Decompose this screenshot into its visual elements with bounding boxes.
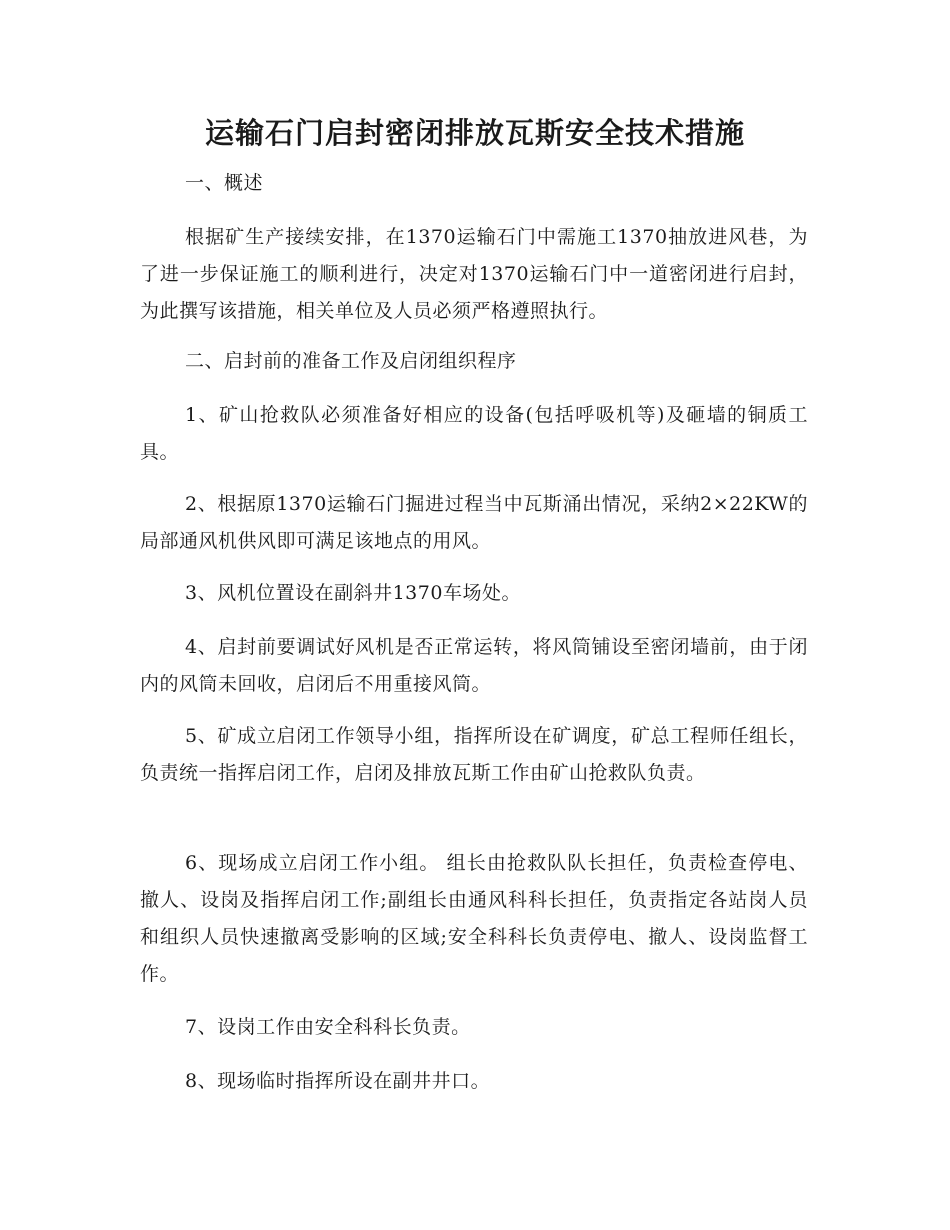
list-item-7: 7、设岗工作由安全科科长负责。 xyxy=(185,1016,471,1038)
list-item-6: 6、现场成立启闭工作小组。 组长由抢救队队长担任，负责检查停电、撤人、设岗及指挥启闭工作;副组长由通风科科长担任，负责指定各站岗人员和组织人员快速撤离受影响的区域;安全科科长负责停电、撤人、设岗监督工作。 xyxy=(140,852,808,985)
list-item-1: 1、矿山抢救队必须准备好相应的设备(包括呼吸机等)及砸墙的铜质工具。 xyxy=(140,404,808,463)
list-item-8: 8、现场临时指挥所设在副井井口。 xyxy=(185,1070,491,1092)
section-heading-overview: 一、概述 xyxy=(185,172,264,194)
list-item-3: 3、风机位置设在副斜井1370车场处。 xyxy=(185,582,521,604)
overview-paragraph: 根据矿生产接续安排，在1370运输石门中需施工1370抽放进风巷，为了进一步保证施工的顺利进行，决定对1370运输石门中一道密闭进行启封，为此撰写该措施，相关单位及人员必须严格遵照执行。 xyxy=(140,226,808,322)
section-heading-preparation: 二、启封前的准备工作及启闭组织程序 xyxy=(185,350,517,372)
list-item-4: 4、启封前要调试好风机是否正常运转，将风筒铺设至密闭墙前，由于闭内的风筒未回收，启闭后不用重接风筒。 xyxy=(140,636,808,695)
list-item-5: 5、矿成立启闭工作领导小组，指挥所设在矿调度，矿总工程师任组长，负责统一指挥启闭工作，启闭及排放瓦斯工作由矿山抢救队负责。 xyxy=(140,725,808,784)
list-item-2: 2、根据原1370运输石门掘进过程当中瓦斯涌出情况，采纳2×22KW的局部通风机供风即可满足该地点的用风。 xyxy=(140,493,808,552)
document-title: 运输石门启封密闭排放瓦斯安全技术措施 xyxy=(204,116,745,150)
